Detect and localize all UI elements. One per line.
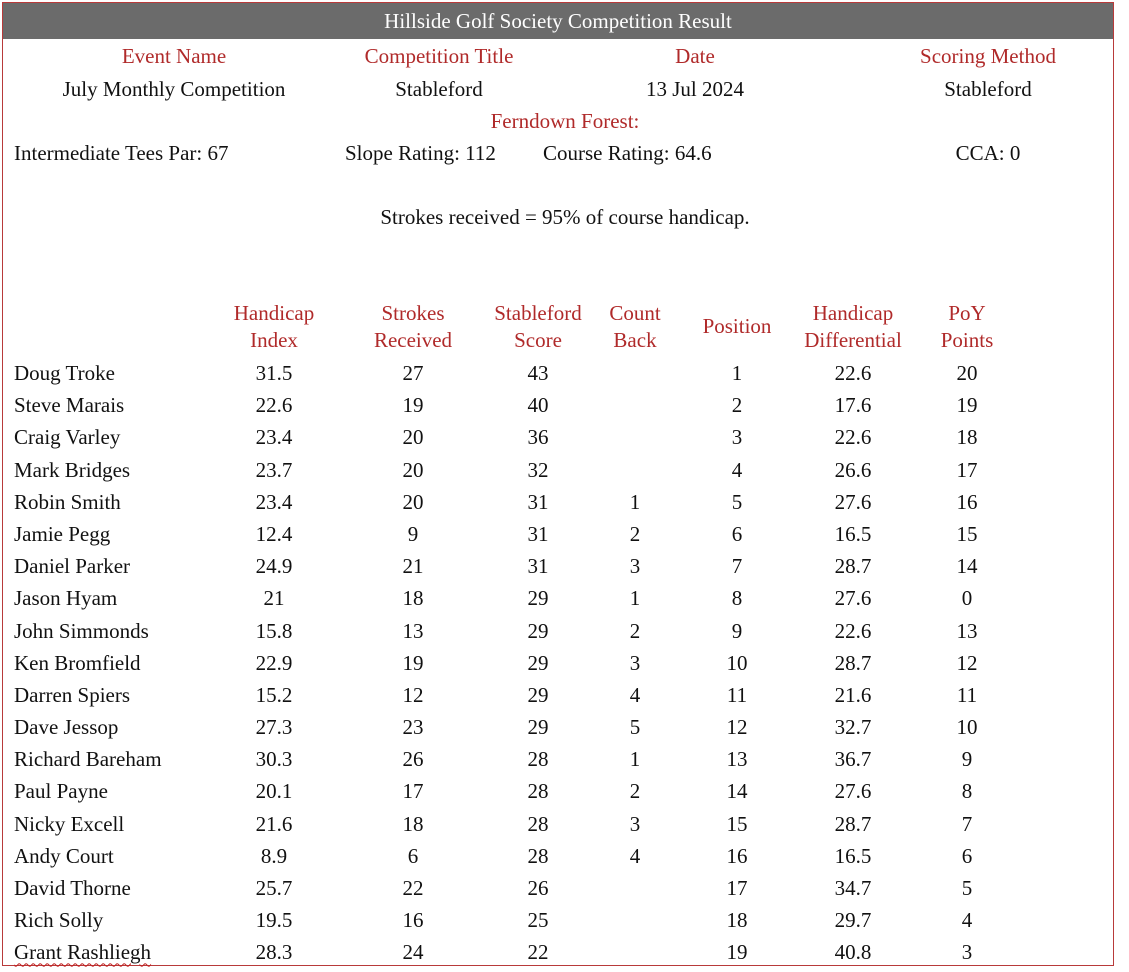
handicap-differential-cell: 27.6 bbox=[834, 489, 872, 514]
handicap-index-cell: 25.7 bbox=[255, 876, 293, 900]
handicap-differential-cell: 22.6 bbox=[834, 361, 872, 385]
count-back-cell: 1 bbox=[629, 747, 641, 772]
handicap-differential-cell: 26.6 bbox=[834, 457, 872, 482]
position-cell: 16 bbox=[726, 843, 748, 868]
poy-points-cell: 17 bbox=[956, 457, 978, 482]
stableford-score-cell: 43 bbox=[527, 361, 549, 385]
strokes-received-cell: 19 bbox=[402, 393, 424, 418]
poy-points-cell: 3 bbox=[961, 940, 973, 965]
count-back-cell: 2 bbox=[629, 521, 641, 546]
handicap-index-cell: 23.7 bbox=[255, 457, 293, 482]
position-cell: 13 bbox=[726, 747, 748, 772]
poy-points-cell: 4 bbox=[961, 908, 973, 933]
count-back-cell: 3 bbox=[629, 811, 641, 836]
handicap-index-cell: 27.3 bbox=[255, 715, 293, 740]
table-row bbox=[0, 650, 1129, 682]
handicap-differential-cell: 29.7 bbox=[834, 908, 872, 933]
stableford-score-cell: 32 bbox=[527, 457, 549, 482]
player-name-cell: Robin Smith bbox=[14, 489, 121, 514]
strokes-received-cell: 18 bbox=[402, 811, 424, 836]
player-name-cell: Mark Bridges bbox=[14, 457, 131, 482]
table-row bbox=[0, 746, 1129, 778]
strokes-received-cell: 27 bbox=[402, 361, 424, 385]
handicap-index-cell: 24.9 bbox=[255, 554, 293, 579]
position-cell: 7 bbox=[731, 554, 743, 579]
date-label: Date bbox=[675, 44, 715, 68]
stableford-score-cell: 29 bbox=[527, 586, 549, 611]
date-value: 13 Jul 2024 bbox=[645, 77, 745, 101]
table-row bbox=[0, 457, 1129, 489]
player-name-cell: Nicky Excell bbox=[14, 811, 125, 836]
stableford-score-cell: 31 bbox=[527, 489, 549, 514]
handicap-differential-cell: 28.7 bbox=[834, 811, 872, 836]
poy-points-cell: 6 bbox=[961, 843, 973, 868]
player-name-cell: Jason Hyam bbox=[14, 586, 118, 611]
handicap-differential-cell: 17.6 bbox=[834, 393, 872, 418]
handicap-differential-cell: 27.6 bbox=[834, 779, 872, 804]
course-name: Ferndown Forest: bbox=[490, 109, 640, 133]
handicap-differential-cell: 28.7 bbox=[834, 650, 872, 675]
strokes-received-cell: 26 bbox=[402, 747, 424, 772]
poy-points-cell: 13 bbox=[956, 618, 978, 643]
handicap-differential-cell: 16.5 bbox=[834, 521, 872, 546]
strokes-received-cell: 12 bbox=[402, 682, 424, 707]
table-row bbox=[0, 939, 1129, 971]
scoring-method-label: Scoring Method bbox=[920, 44, 1056, 68]
handicap-index-cell: 8.9 bbox=[260, 843, 288, 868]
handicap-index-cell: 22.9 bbox=[255, 650, 293, 675]
table-row bbox=[0, 778, 1129, 810]
handicap-index-cell: 28.3 bbox=[255, 940, 293, 965]
handicap-differential-cell: 22.6 bbox=[834, 618, 872, 643]
table-row bbox=[0, 424, 1129, 456]
handicap-index-cell: 21 bbox=[263, 586, 285, 611]
table-row bbox=[0, 585, 1129, 617]
player-name-cell: Craig Varley bbox=[14, 425, 121, 450]
strokes-received-cell: 19 bbox=[402, 650, 424, 675]
header-poy-points: PoY Points bbox=[940, 301, 994, 352]
poy-points-cell: 20 bbox=[956, 361, 978, 385]
player-name-cell: David Thorne bbox=[14, 876, 131, 900]
position-cell: 18 bbox=[726, 908, 748, 933]
position-cell: 11 bbox=[726, 682, 748, 707]
handicap-index-cell: 31.5 bbox=[255, 361, 293, 385]
player-name-cell: Darren Spiers bbox=[14, 682, 131, 707]
handicap-differential-cell: 22.6 bbox=[834, 425, 872, 450]
tees-par: Intermediate Tees Par: 67 bbox=[14, 141, 229, 165]
poy-points-cell: 10 bbox=[956, 715, 978, 740]
handicap-index-cell: 20.1 bbox=[255, 779, 293, 804]
position-cell: 12 bbox=[726, 715, 748, 740]
player-name-cell: Steve Marais bbox=[14, 393, 125, 418]
results-table-body bbox=[0, 360, 1129, 972]
handicap-index-cell: 12.4 bbox=[255, 521, 293, 546]
player-name-cell: John Simmonds bbox=[14, 618, 149, 643]
handicap-index-cell: 21.6 bbox=[255, 811, 293, 836]
poy-points-cell: 8 bbox=[961, 779, 973, 804]
header-handicap-differential: Handicap Differential bbox=[804, 301, 902, 352]
table-row bbox=[0, 843, 1129, 875]
stableford-score-cell: 28 bbox=[527, 779, 549, 804]
table-row bbox=[0, 875, 1129, 907]
strokes-received-cell: 18 bbox=[402, 586, 424, 611]
player-name-cell: Daniel Parker bbox=[14, 554, 131, 579]
position-cell: 19 bbox=[726, 940, 748, 965]
handicap-differential-cell: 27.6 bbox=[834, 586, 872, 611]
count-back-cell: 4 bbox=[629, 843, 641, 868]
poy-points-cell: 18 bbox=[956, 425, 978, 450]
strokes-received-cell: 20 bbox=[402, 489, 424, 514]
handicap-index-cell: 15.2 bbox=[255, 682, 293, 707]
handicap-index-cell: 15.8 bbox=[255, 618, 293, 643]
position-cell: 9 bbox=[731, 618, 743, 643]
count-back-cell: 2 bbox=[629, 618, 641, 643]
poy-points-cell: 5 bbox=[961, 876, 973, 900]
count-back-cell: 1 bbox=[629, 586, 641, 611]
player-name-cell: Paul Payne bbox=[14, 779, 108, 804]
position-cell: 15 bbox=[726, 811, 748, 836]
table-row bbox=[0, 553, 1129, 585]
stableford-score-cell: 22 bbox=[527, 940, 549, 965]
stableford-score-cell: 29 bbox=[527, 715, 549, 740]
player-name-cell: Jamie Pegg bbox=[14, 521, 111, 546]
handicap-index-cell: 19.5 bbox=[255, 908, 293, 933]
competition-title-label: Competition Title bbox=[364, 44, 514, 68]
stableford-score-cell: 28 bbox=[527, 843, 549, 868]
table-row bbox=[0, 907, 1129, 939]
poy-points-cell: 14 bbox=[956, 554, 978, 579]
strokes-received-cell: 13 bbox=[402, 618, 424, 643]
stableford-score-cell: 29 bbox=[527, 682, 549, 707]
stableford-score-cell: 28 bbox=[527, 811, 549, 836]
poy-points-cell: 15 bbox=[956, 521, 978, 546]
poy-points-cell: 11 bbox=[956, 682, 978, 707]
header-count-back: Count Back bbox=[609, 301, 661, 352]
poy-points-cell: 19 bbox=[956, 393, 978, 418]
table-row bbox=[0, 714, 1129, 746]
position-cell: 17 bbox=[726, 876, 748, 900]
table-row bbox=[0, 489, 1129, 521]
player-name-cell: Dave Jessop bbox=[14, 715, 119, 740]
strokes-received-cell: 20 bbox=[402, 457, 424, 482]
document-title: Hillside Golf Society Competition Result bbox=[3, 3, 1113, 39]
handicap-differential-cell: 28.7 bbox=[834, 554, 872, 579]
handicap-differential-cell: 32.7 bbox=[834, 715, 872, 740]
position-cell: 3 bbox=[731, 425, 743, 450]
handicap-differential-cell: 36.7 bbox=[834, 747, 872, 772]
poy-points-cell: 9 bbox=[961, 747, 973, 772]
player-name-cell: Ken Bromfield bbox=[14, 650, 141, 675]
stableford-score-cell: 29 bbox=[527, 650, 549, 675]
header-handicap-index: Handicap Index bbox=[233, 301, 315, 352]
poy-points-cell: 0 bbox=[961, 586, 973, 611]
count-back-cell: 3 bbox=[629, 554, 641, 579]
count-back-cell: 2 bbox=[629, 779, 641, 804]
poy-points-cell: 7 bbox=[961, 811, 973, 836]
scoring-method-value: Stableford bbox=[944, 77, 1032, 101]
stableford-score-cell: 29 bbox=[527, 618, 549, 643]
poy-points-cell: 16 bbox=[956, 489, 978, 514]
handicap-differential-cell: 34.7 bbox=[834, 876, 872, 900]
header-stableford-score: Stableford Score bbox=[494, 301, 582, 352]
stableford-score-cell: 36 bbox=[527, 425, 549, 450]
handicap-index-cell: 23.4 bbox=[255, 425, 293, 450]
table-row bbox=[0, 521, 1129, 553]
player-name-cell: Andy Court bbox=[14, 843, 114, 868]
table-row bbox=[0, 811, 1129, 843]
cca-value: CCA: 0 bbox=[955, 141, 1021, 165]
poy-points-cell: 12 bbox=[956, 650, 978, 675]
position-cell: 4 bbox=[731, 457, 743, 482]
stableford-score-cell: 26 bbox=[527, 876, 549, 900]
strokes-received-cell: 20 bbox=[402, 425, 424, 450]
position-cell: 1 bbox=[731, 361, 743, 385]
handicap-index-cell: 30.3 bbox=[255, 747, 293, 772]
count-back-cell: 4 bbox=[629, 682, 641, 707]
competition-title-value: Stableford bbox=[395, 77, 483, 101]
course-rating: Course Rating: 64.6 bbox=[543, 141, 712, 165]
handicap-differential-cell: 21.6 bbox=[834, 682, 872, 707]
position-cell: 10 bbox=[726, 650, 748, 675]
position-cell: 2 bbox=[731, 393, 743, 418]
position-cell: 8 bbox=[731, 586, 743, 611]
table-row bbox=[0, 618, 1129, 650]
strokes-received-cell: 21 bbox=[402, 554, 424, 579]
strokes-received-cell: 23 bbox=[402, 715, 424, 740]
table-row bbox=[0, 682, 1129, 714]
strokes-received-cell: 9 bbox=[407, 521, 419, 546]
handicap-index-cell: 22.6 bbox=[255, 393, 293, 418]
table-row bbox=[0, 392, 1129, 424]
count-back-cell: 5 bbox=[629, 715, 641, 740]
player-name-cell: Richard Bareham bbox=[14, 747, 162, 772]
handicap-differential-cell: 40.8 bbox=[834, 940, 872, 965]
count-back-cell: 1 bbox=[629, 489, 641, 514]
strokes-received-cell: 24 bbox=[402, 940, 424, 965]
slope-rating: Slope Rating: 112 bbox=[345, 141, 496, 165]
position-cell: 6 bbox=[731, 521, 743, 546]
event-name-value: July Monthly Competition bbox=[62, 77, 286, 101]
header-position: Position bbox=[702, 314, 772, 338]
handicap-differential-cell: 16.5 bbox=[834, 843, 872, 868]
header-strokes-received: Strokes Received bbox=[373, 301, 453, 352]
handicap-index-cell: 23.4 bbox=[255, 489, 293, 514]
stableford-score-cell: 31 bbox=[527, 554, 549, 579]
player-name-cell: Doug Troke bbox=[14, 361, 115, 385]
stableford-score-cell: 31 bbox=[527, 521, 549, 546]
player-name-cell: Rich Solly bbox=[14, 908, 104, 933]
strokes-received-cell: 17 bbox=[402, 779, 424, 804]
strokes-note: Strokes received = 95% of course handicap. bbox=[380, 205, 750, 229]
stableford-score-cell: 25 bbox=[527, 908, 549, 933]
event-name-label: Event Name bbox=[121, 44, 227, 68]
strokes-received-cell: 16 bbox=[402, 908, 424, 933]
strokes-received-cell: 22 bbox=[402, 876, 424, 900]
count-back-cell: 3 bbox=[629, 650, 641, 675]
position-cell: 5 bbox=[731, 489, 743, 514]
stableford-score-cell: 40 bbox=[527, 393, 549, 418]
strokes-received-cell: 6 bbox=[407, 843, 419, 868]
position-cell: 14 bbox=[726, 779, 748, 804]
table-row bbox=[0, 360, 1129, 392]
player-name-cell: Grant Rashliegh bbox=[14, 940, 152, 965]
stableford-score-cell: 28 bbox=[527, 747, 549, 772]
